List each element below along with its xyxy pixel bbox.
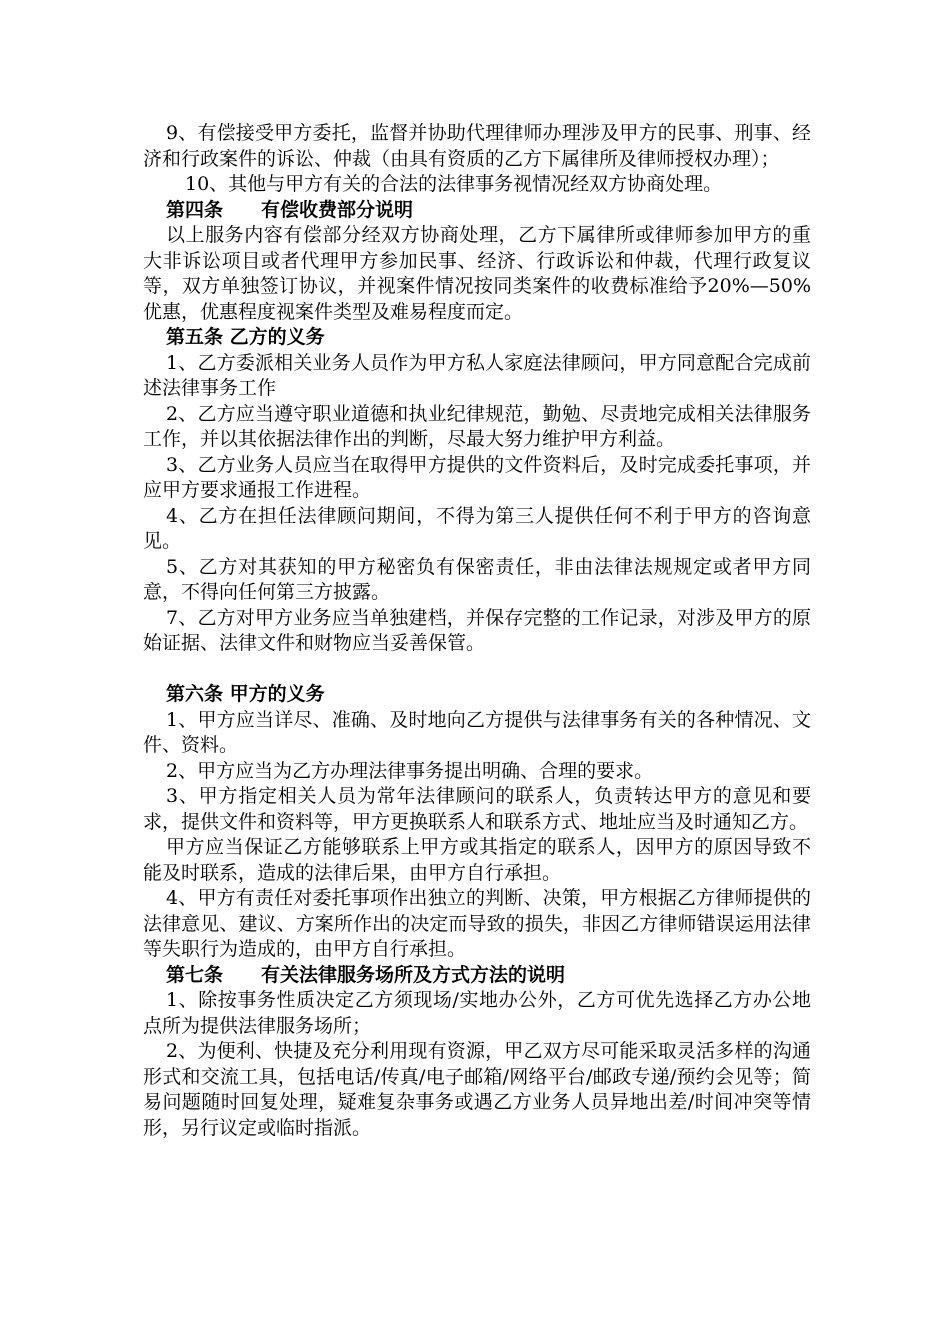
article-4-heading: 第四条 有偿收费部分说明 [166, 198, 414, 221]
blank-line [143, 657, 811, 683]
clause-item-9: 9、有偿接受甲方委托，监督并协助代理律师办理涉及甲方的民事、刑事、经济和行政案件的诉讼、仲裁（由具有资质的乙方下属律所及律师授权办理）； [143, 122, 811, 170]
article-7-heading: 第七条 有关法律服务场所及方式方法的说明 [166, 963, 566, 986]
article-6-item-4: 4、甲方有责任对委托事项作出独立的判断、决策，甲方根据乙方律师提供的法律意见、建议、方案所作出的决定而导致的损失，非因乙方律师错误运用法律等失职行为造成的，由甲方自行承担。 [143, 887, 811, 960]
article-4-paragraph: 以上服务内容有偿部分经双方协商处理，乙方下属律所或律师参加甲方的重大非诉讼项目或者代理甲方参加民事、经济、行政诉讼和仲裁，代理行政复议等，双方单独签订协议，并视案件情况按同类案件的收费标准给予20%—50%优惠，优惠程度视案件类型及难易程度而定。 [143, 224, 811, 323]
article-5-heading: 第五条 乙方的义务 [166, 326, 325, 348]
article-5-item-4: 4、乙方在担任法律顾问期间，不得为第三人提供任何不利于甲方的咨询意见。 [143, 504, 811, 552]
article-5-item-3: 3、乙方业务人员应当在取得甲方提供的文件资料后，及时完成委托事项，并应甲方要求通报工作进程。 [143, 453, 811, 501]
article-6-heading: 第六条 甲方的义务 [166, 683, 325, 705]
article-7-item-1: 1、除按事务性质决定乙方须现场/实地办公外，乙方可优先选择乙方办公地点所为提供法律服务场所； [143, 989, 811, 1037]
article-6-item-2: 2、甲方应当为乙方办理法律事务提出明确、合理的要求。 [166, 759, 654, 782]
document-body [143, 121, 811, 1141]
article-5-item-1: 1、乙方委派相关业务人员作为甲方私人家庭法律顾问，甲方同意配合完成前述法律事务工作 [143, 351, 811, 399]
article-6-item-1: 1、甲方应当详尽、准确、及时地向乙方提供与法律事务有关的各种情况、文件、资料。 [143, 708, 811, 756]
clause-item-10: 10、其他与甲方有关的合法的法律事务视情况经双方协商处理。 [185, 173, 723, 195]
article-6-contact-paragraph: 甲方应当保证乙方能够联系上甲方或其指定的联系人，因甲方的原因导致不能及时联系，造成的法律后果，由甲方自行承担。 [143, 836, 811, 884]
article-7-item-2: 2、为便利、快捷及充分利用现有资源，甲乙双方尽可能采取灵活多样的沟通形式和交流工具，包括电话/传真/电子邮箱/网络平台/邮政专递/预约会见等；简易问题随时回复处理，疑难复杂事务或遇乙方业务人员异地出差/时间冲突等情形，另行议定或临时指派。 [143, 1040, 811, 1139]
article-5-item-5: 5、乙方对其获知的甲方秘密负有保密责任，非由法律法规规定或者甲方同意，不得向任何第三方披露。 [143, 555, 811, 603]
article-5-item-2: 2、乙方应当遵守职业道德和执业纪律规范，勤勉、尽责地完成相关法律服务工作，并以其依据法律作出的判断，尽最大努力维护甲方利益。 [143, 402, 811, 450]
article-6-item-3: 3、甲方指定相关人员为常年法律顾问的联系人，负责转达甲方的意见和要求，提供文件和资料等，甲方更换联系人和联系方式、地址应当及时通知乙方。 [143, 785, 811, 833]
article-5-item-7: 7、乙方对甲方业务应当单独建档，并保存完整的工作记录，对涉及甲方的原始证据、法律文件和财物应当妥善保管。 [143, 606, 811, 654]
